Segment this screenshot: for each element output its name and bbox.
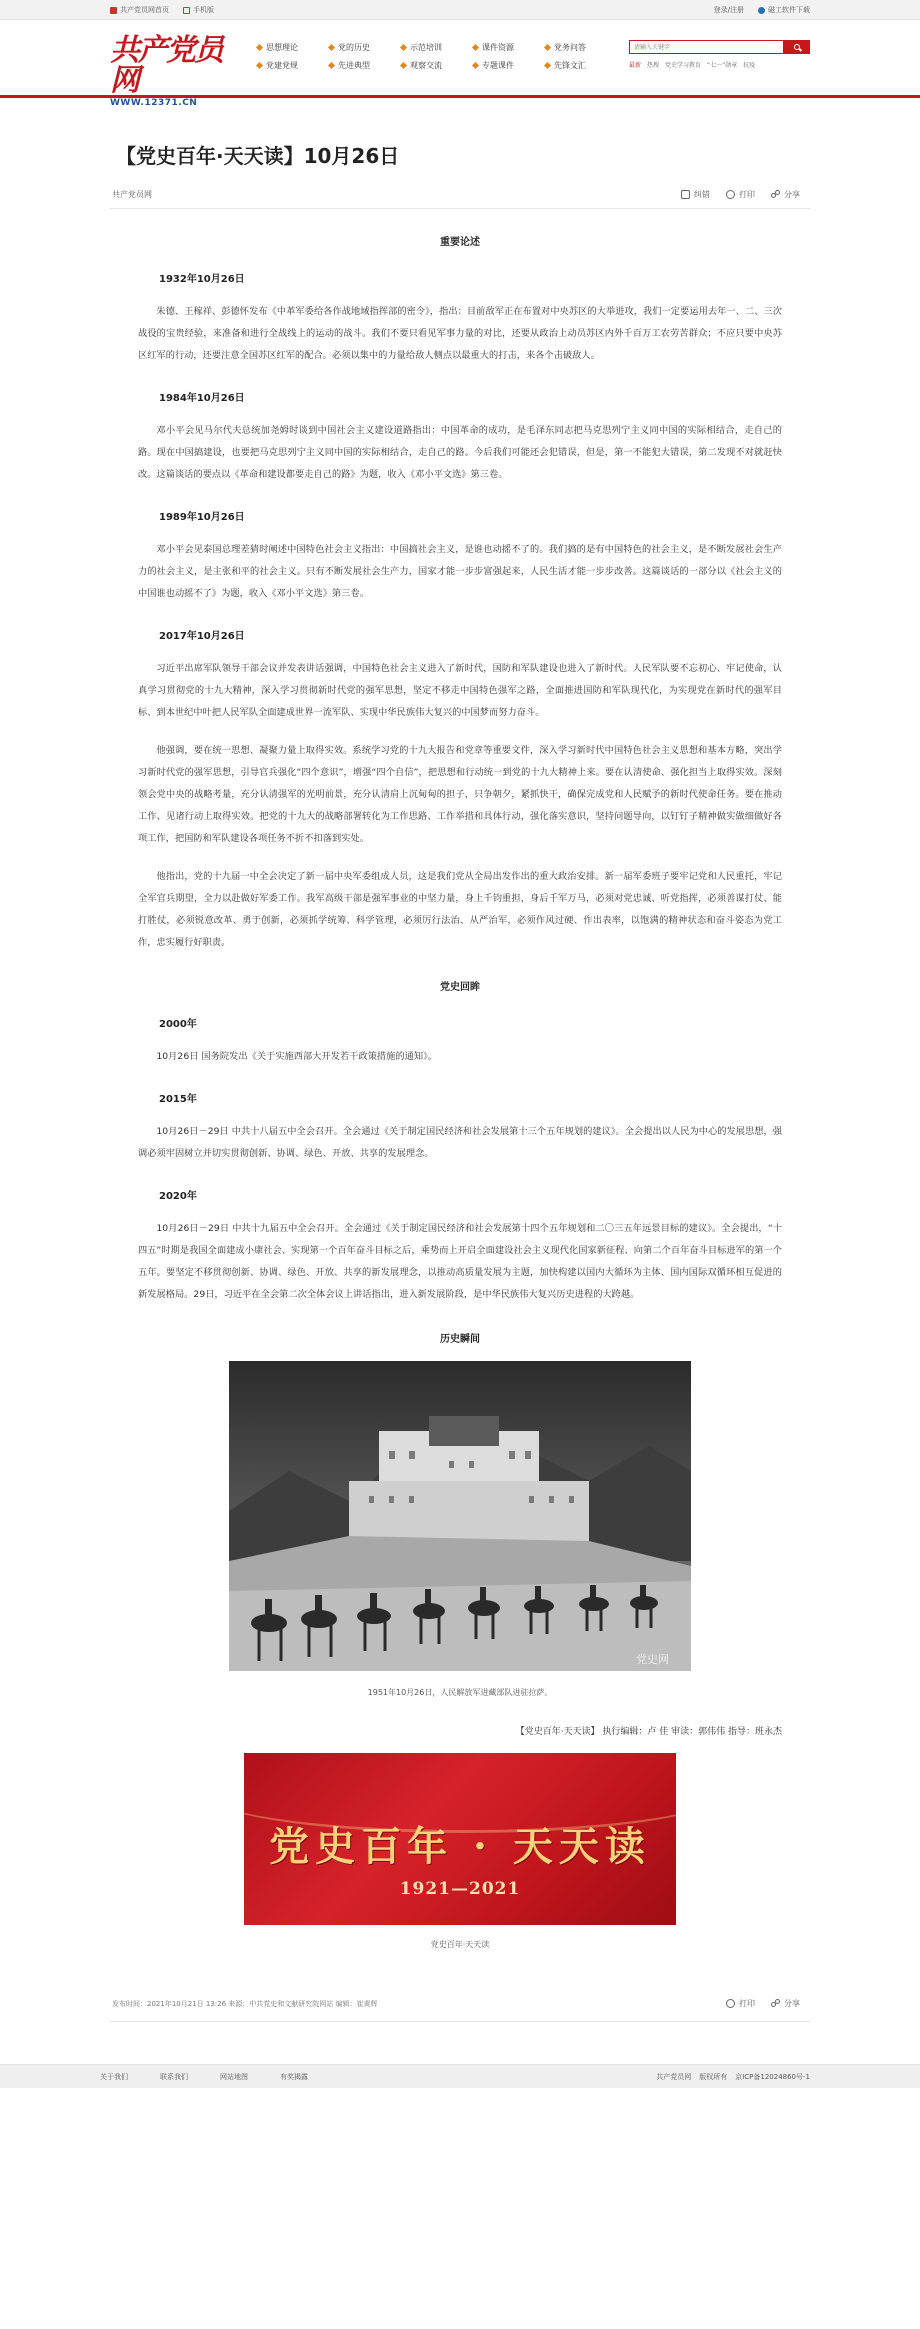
nav-bullet-icon — [400, 62, 407, 69]
nav-item[interactable]: 思想理论 — [257, 42, 329, 53]
top-bar — [0, 0, 920, 20]
publish-info: 发布时间：2021年10月21日 13:26 来源：中共党史和文献研究院网站 编辑：崔黄辉 — [112, 1999, 378, 2008]
date-heading: 2020年 — [159, 1191, 197, 1202]
paragraph: 10月26日－29日 中共十八届五中全会召开。全会通过《关于制定国民经济和社会发展第十三个五年规划的建议》。全会提出以人民为中心的发展思想，强调必须牢固树立并切实贯彻创新、协调、绿色、开放、共享的发展理念。 — [138, 1126, 782, 1159]
nav-item[interactable]: 专题课件 — [473, 60, 545, 71]
main-nav — [257, 42, 617, 71]
nav-item[interactable]: 党的历史 — [329, 42, 401, 53]
nav-bullet-icon — [256, 44, 263, 51]
nav-item[interactable]: 党务问答 — [545, 42, 617, 53]
site-logo[interactable]: 共产党员网 WWW.12371.CN — [110, 33, 222, 108]
banner-title: 党史百年 · 天天读 — [269, 1823, 651, 1870]
article-tools — [681, 189, 800, 200]
nav-bullet-icon — [472, 44, 479, 51]
article-container — [110, 140, 810, 2022]
historical-photo — [229, 1361, 691, 1671]
hot-keywords — [629, 60, 810, 69]
print-button-bottom[interactable]: 打印 — [726, 1998, 755, 2009]
nav-bullet-icon — [328, 44, 335, 51]
date-heading: 2015年 — [159, 1094, 197, 1105]
nav-bullet-icon — [472, 62, 479, 69]
series-banner — [244, 1753, 676, 1925]
share-icon — [771, 190, 780, 199]
bottom-tools — [726, 1998, 800, 2009]
article-title: 【党史百年·天天读】10月26日 — [116, 144, 400, 168]
nav-item[interactable]: 党建党规 — [257, 60, 329, 71]
banner-caption: 党史百年·天天读 — [430, 1940, 490, 1949]
edit-icon — [681, 190, 690, 199]
nav-bullet-icon — [256, 62, 263, 69]
footer-link[interactable]: 网站地图 — [220, 2073, 248, 2081]
mobile-link[interactable]: 手机版 — [183, 5, 214, 15]
print-icon — [726, 190, 735, 199]
home-link[interactable]: 共产党员网首页 — [110, 5, 169, 15]
print-icon — [726, 1999, 735, 2008]
share-button[interactable]: 分享 — [771, 189, 800, 200]
photo-caption: 1951年10月26日，人民解放军进藏部队进驻拉萨。 — [367, 1688, 553, 1697]
nav-item[interactable]: 课件资源 — [473, 42, 545, 53]
section-heading: 重要论述 — [440, 237, 480, 248]
nav-bullet-icon — [328, 62, 335, 69]
date-heading: 1989年10月26日 — [159, 512, 245, 523]
search-input[interactable] — [629, 40, 784, 54]
download-icon — [758, 7, 765, 14]
correct-button[interactable]: 纠错 — [681, 189, 710, 200]
paragraph: 10月26日 国务院发出《关于实施西部大开发若干政策措施的通知》。 — [156, 1051, 437, 1062]
nav-item[interactable]: 先进典型 — [329, 60, 401, 71]
mobile-icon — [183, 7, 190, 14]
hot-keyword[interactable]: 抗疫 — [743, 62, 756, 69]
paragraph: 朱德、王稼祥、彭德怀发布《中革军委给各作战地域指挥部的密令》，指出：目前敌军正在布置对中央苏区的大举进攻，我们一定要运用去年一、二、三次战役的宝贵经验，来准备和进行全战线上的运动的战斗。我们不要只看见军事力量的对比，还要从政治上动员苏区内外千百万工农劳苦群众；不应只要中央苏区红军的行动，还要注意全国苏区红军的配合。必须以集中的力量给敌人侧点以最重大的打击，来各个击破敌人。 — [138, 306, 782, 361]
article-body — [110, 233, 810, 1950]
share-icon — [771, 1999, 780, 2008]
hot-keyword[interactable]: 最新 — [628, 62, 641, 69]
paragraph: 10月26日－29日 中共十九届五中全会召开。全会通过《关于制定国民经济和社会发展第十四个五年规划和二〇三五年远景目标的建议》。全会提出，“十四五”时期是我国全面建成小康社会、实现第一个百年奋斗目标之后，乘势而上开启全面建设社会主义现代化国家新征程、向第二个百年奋斗目标进军的第一个五年。要坚定不移贯彻创新、协调、绿色、开放、共享的新发展理念，以推动高质量发展为主题，加快构建以国内大循环为主体、国内国际双循环相互促进的新发展格局。29日，习近平在全会第二次全体会议上讲话指出，进入新发展阶段，是中华民族伟大复兴历史进程的大跨越。 — [138, 1223, 782, 1300]
footer-icp[interactable]: 京ICP备12024860号-1 — [735, 2073, 810, 2081]
banner-years: 1921—2021 — [399, 1879, 521, 1899]
nav-bullet-icon — [544, 62, 551, 69]
download-link[interactable]: 磁工软件下载 — [758, 5, 810, 15]
paragraph: 他指出，党的十九届一中全会决定了新一届中央军委组成人员，这是我们党从全局出发作出的重大政治安排。新一届军委班子要牢记党和人民重托，牢记全军官兵期望，全力以赴做好军委工作。我军高级干部是强军事业的中坚力量，身上千钧重担，身后千军万马，必须对党忠诚、听党指挥，必须善谋打仗、能打胜仗，必须锐意改革、勇于创新，必须抓学统筹、科学管理，必须厉行法治、从严治军，必须作风过硬、作出表率，以饱满的精神状态和奋斗姿态为党工作，忠实履行好职责。 — [138, 871, 782, 948]
photo-watermark: 党史网 — [636, 1653, 669, 1666]
footer-link[interactable]: 有奖揭露 — [280, 2073, 308, 2081]
date-heading: 2017年10月26日 — [159, 631, 245, 642]
hot-keyword[interactable]: 党史学习教育 — [665, 62, 702, 69]
nav-item[interactable]: 示范培训 — [401, 42, 473, 53]
article-meta — [110, 189, 810, 209]
date-heading: 1984年10月26日 — [159, 393, 245, 404]
site-header — [0, 20, 920, 108]
login-link[interactable]: 登录/注册 — [713, 6, 744, 14]
potala-palace-photo — [229, 1361, 691, 1671]
publish-info-row — [110, 1998, 810, 2022]
search-area — [629, 40, 810, 69]
hot-keyword[interactable]: 热搜 — [647, 62, 660, 69]
section-heading: 历史瞬间 — [440, 1334, 480, 1345]
article-source: 共产党员网 — [112, 190, 152, 199]
footer-link[interactable]: 关于我们 — [100, 2073, 128, 2081]
site-footer — [0, 2064, 920, 2088]
nav-item[interactable]: 观察交流 — [401, 60, 473, 71]
paragraph: 邓小平会见泰国总理差猜时阐述中国特色社会主义指出：中国搞社会主义，是谁也动摇不了的。我们搞的是有中国特色的社会主义，是不断发展社会生产力的社会主义，是主张和平的社会主义。只有不断发展社会生产力，国家才能一步步富强起来，人民生活才能一步步改善。这篇谈话的一部分以《社会主义的中国谁也动摇不了》为题，收入《邓小平文选》第三卷。 — [138, 544, 782, 599]
search-button[interactable] — [784, 40, 810, 54]
footer-site: 共产党员网 — [656, 2073, 692, 2081]
nav-item[interactable]: 先锋文汇 — [545, 60, 617, 71]
share-button-bottom[interactable]: 分享 — [771, 1998, 800, 2009]
print-button[interactable]: 打印 — [726, 189, 755, 200]
date-heading: 2000年 — [159, 1019, 197, 1030]
section-heading: 党史回眸 — [440, 982, 480, 993]
paragraph: 习近平出席军队领导干部会议并发表讲话强调，中国特色社会主义进入了新时代，国防和军队建设也进入了新时代。人民军队要不忘初心、牢记使命，认真学习贯彻党的十九大精神，深入学习贯彻新时代党的强军思想，坚定不移走中国特色强军之路，全面推进国防和军队现代化，为实现党在新时代的强军目标、到本世纪中叶把人民军队全面建成世界一流军队、实现中华民族伟大复兴的中国梦而努力奋斗。 — [138, 663, 782, 718]
footer-rights: 版权所有 — [699, 2073, 728, 2081]
nav-bullet-icon — [400, 44, 407, 51]
search-icon — [794, 44, 800, 50]
nav-bullet-icon — [544, 44, 551, 51]
editors-credit: 【党史百年·天天读】 执行编辑：卢 佳 审读：郭伟伟 指导：班永杰 — [515, 1727, 782, 1737]
hot-keyword[interactable]: “七一”勋章 — [707, 62, 738, 69]
date-heading: 1932年10月26日 — [159, 274, 245, 285]
paragraph: 他强调，要在统一思想、凝聚力量上取得实效。系统学习党的十九大报告和党章等重要文件，深入学习新时代中国特色社会主义思想和基本方略，突出学习新时代党的强军思想，引导官兵强化“四个意识”，增强“四个自信”，把思想和行动统一到党的十九大精神上来。要在认清使命、强化担当上取得实效。深刻领会党中央的战略考量，充分认清强军的光明前景，充分认清肩上沉甸甸的担子，只争朝夕，紧抓快干，确保完成党和人民赋予的新时代使命任务。要在推动工作、见诸行动上取得实效。把党的十九大的战略部署转化为工作思路、工作举措和具体行动，强化落实意识，坚持问题导向，以钉钉子精神做实做细做好各项工作，把国防和军队建设各项任务不折不扣落到实处。 — [138, 745, 782, 844]
home-icon — [110, 7, 117, 14]
paragraph: 邓小平会见马尔代夫总统加尧姆时谈到中国社会主义建设道路指出：中国革命的成功，是毛泽东同志把马克思列宁主义同中国的实际相结合，走自己的路。现在中国搞建设，也要把马克思列宁主义同中国的实际相结合，走自己的路。今后我们可能还会犯错误，但是，第一不能犯大错误，第二发现不对就赶快改。这篇谈话的要点以《革命和建设都要走自己的路》为题，收入《邓小平文选》第三卷。 — [138, 425, 782, 480]
footer-link[interactable]: 联系我们 — [160, 2073, 188, 2081]
